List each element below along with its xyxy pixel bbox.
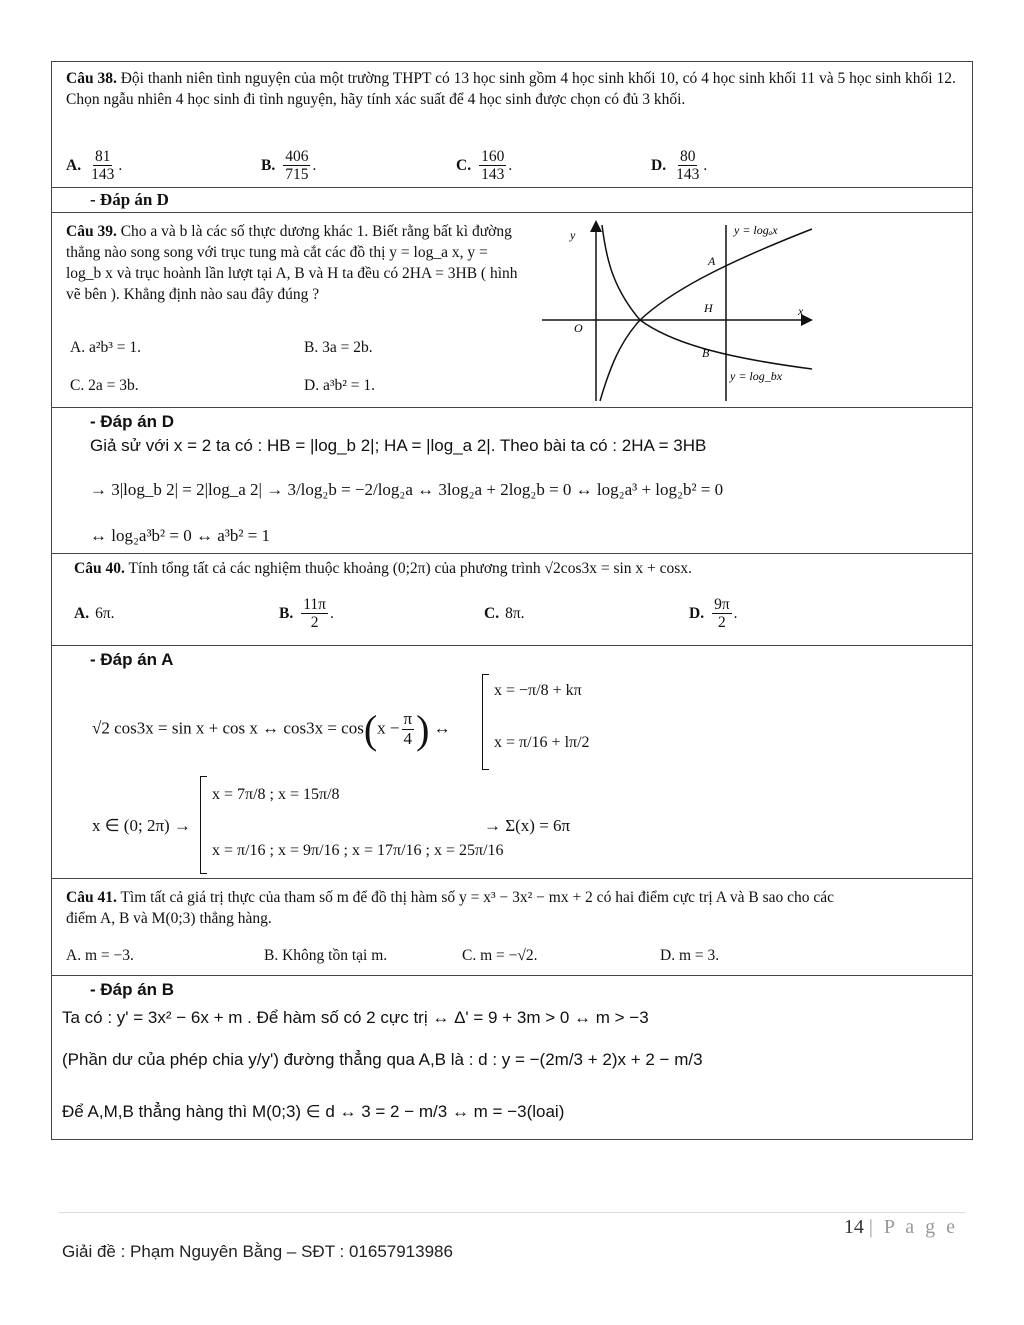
answer-row-38 — [51, 188, 973, 213]
choice-b: B. $\frac{406}{715}$ . — [261, 148, 317, 184]
solution-40 — [51, 646, 973, 879]
choice-c: C. 8π. — [484, 604, 525, 622]
choice-b: B. 3a = 2b. — [304, 339, 373, 356]
equation-2-result: → Σ(x) = 6π — [484, 816, 571, 835]
answer-39: - Đáp án D — [90, 412, 175, 431]
y-label: y — [570, 228, 576, 242]
choice-list — [66, 148, 966, 183]
question-label: Câu 41. — [66, 889, 117, 906]
choice-c: C. $\frac{160}{143}$ . — [456, 148, 513, 184]
choice-d: D. $\frac{9\pi}{2}$ . — [689, 596, 738, 632]
choice-a: A. m = −3. — [66, 947, 134, 964]
equation-1: √2 cos3x = sin x + cos x ↔ cos3x = cos(x − $\frac{\pi}{4}$ ) ↔ — [92, 707, 451, 752]
equation-2-bracket — [200, 776, 207, 874]
question-text: Tính tổng tất cả các nghiệm thuộc khoảng (0;2π) của phương trình √2cos3x = sin x + cosx. — [128, 560, 692, 577]
point-a-label: A — [708, 254, 716, 268]
equation-1-root-2: x = π/16 + lπ/2 — [494, 734, 590, 751]
solution-39 — [51, 408, 973, 554]
choice-c: C. m = −√2. — [462, 947, 538, 964]
question-40 — [51, 554, 973, 646]
question-41 — [51, 879, 973, 976]
choice-b: B. Không tồn tại m. — [264, 947, 388, 964]
solution-line-1: Ta có : y' = 3x² − 6x + m . Để hàm số có 2 cực trị ↔ Δ' = 9 + 3m > 0 ↔ m > −3 — [62, 1008, 649, 1027]
solution-line-2: (Phần dư của phép chia y/y') đường thẳng qua A,B là : d : y = −(2m/3 + 2)x + 2 − m/3 — [62, 1050, 703, 1069]
question-text: Tìm tất cả giá trị thực của tham số m để đồ thị hàm số y = x³ − 3x² − mx + 2 có hai điểm cực trị A và B sao cho các điểm A, B và M(0;3) thẳng hàng. — [66, 889, 835, 927]
solution-line-1: Giả sử với x = 2 ta có : HB = |log_b 2|; HA = |log_a 2|. Theo bài ta có : 2HA = 3HB — [90, 436, 707, 455]
question-label: Câu 39. — [66, 223, 117, 240]
solution-41 — [51, 976, 973, 1140]
equation-2-left: x ∈ (0; 2π) → — [92, 816, 191, 835]
question-39 — [51, 213, 973, 408]
equation-1-root-1: x = −π/8 + kπ — [494, 682, 582, 699]
equation-2-root-2: x = π/16 ; x = 9π/16 ; x = 17π/16 ; x = 25π/16 — [212, 842, 504, 859]
page-number: 14 | P a g e — [843, 1216, 958, 1238]
question-text: Cho a và b là các số thực dương khác 1. Biết rằng bất kì đường thẳng nào song song với trục tung mà cắt các đồ thị y = log_a x, y = log_b x và trục hoành lần lượt tại A, B và H ta đều có 2HA = 3HB ( hình vẽ bên ). Khẳng định nào sau đây đúng ? — [66, 223, 518, 303]
answer-41: - Đáp án B — [90, 980, 175, 999]
choice-c: C. 2a = 3b. — [70, 377, 139, 394]
question-text: Đội thanh niên tình nguyện của một trường THPT có 13 học sinh gồm 4 học sinh khối 10, có 4 học sinh khối 11 và 5 học sinh khối 12. Chọn ngẫu nhiên 4 học sinh đi tình nguyện, hãy tính xác suất để 4 học sinh được chọn có đủ 3 khối. — [66, 70, 956, 108]
choice-a: A. 6π. — [74, 604, 115, 622]
footer-divider — [58, 1212, 966, 1213]
choice-list — [74, 596, 954, 631]
choice-d: D. m = 3. — [660, 947, 720, 964]
equation-1-bracket — [482, 674, 489, 770]
log-graph — [540, 217, 815, 403]
curve-a-label: y = logₐx — [734, 223, 778, 237]
curve-b-label: y = log_bx — [730, 369, 783, 383]
document-page — [51, 61, 973, 1140]
origin-label: O — [574, 321, 583, 335]
question-label: Câu 38. — [66, 70, 117, 87]
question-38 — [51, 61, 973, 188]
choice-b: B. $\frac{11\pi}{2}$ . — [279, 596, 334, 632]
footer-credit: Giải đề : Phạm Nguyên Bằng – SĐT : 01657913986 — [62, 1242, 453, 1261]
equation-2-root-1: x = 7π/8 ; x = 15π/8 — [212, 786, 340, 803]
choice-a: A. $\frac{81}{143}$ . — [66, 148, 123, 184]
choice-d: D. a³b² = 1. — [304, 377, 375, 394]
question-label: Câu 40. — [74, 560, 125, 577]
solution-line-3: ↔ log₂a³b² = 0 ↔ a³b² = 1 — [90, 526, 271, 545]
answer-38: - Đáp án D — [90, 190, 169, 209]
point-b-label: B — [702, 346, 710, 360]
point-h-label: H — [704, 301, 713, 315]
solution-line-3: Để A,M,B thẳng hàng thì M(0;3) ∈ d ↔ 3 = 2 − m/3 ↔ m = −3(loai) — [62, 1102, 565, 1121]
choice-a: A. a²b³ = 1. — [70, 339, 141, 356]
solution-line-2: → 3|log_b 2| = 2|log_a 2| → 3/log₂b = −2/log₂a ↔ 3log₂a + 2log₂b = 0 ↔ log₂a³ + log₂b² = 0 — [90, 480, 724, 499]
x-label: x — [798, 304, 804, 318]
answer-40: - Đáp án A — [90, 650, 174, 669]
choice-d: D. $\frac{80}{143}$ . — [651, 148, 708, 184]
